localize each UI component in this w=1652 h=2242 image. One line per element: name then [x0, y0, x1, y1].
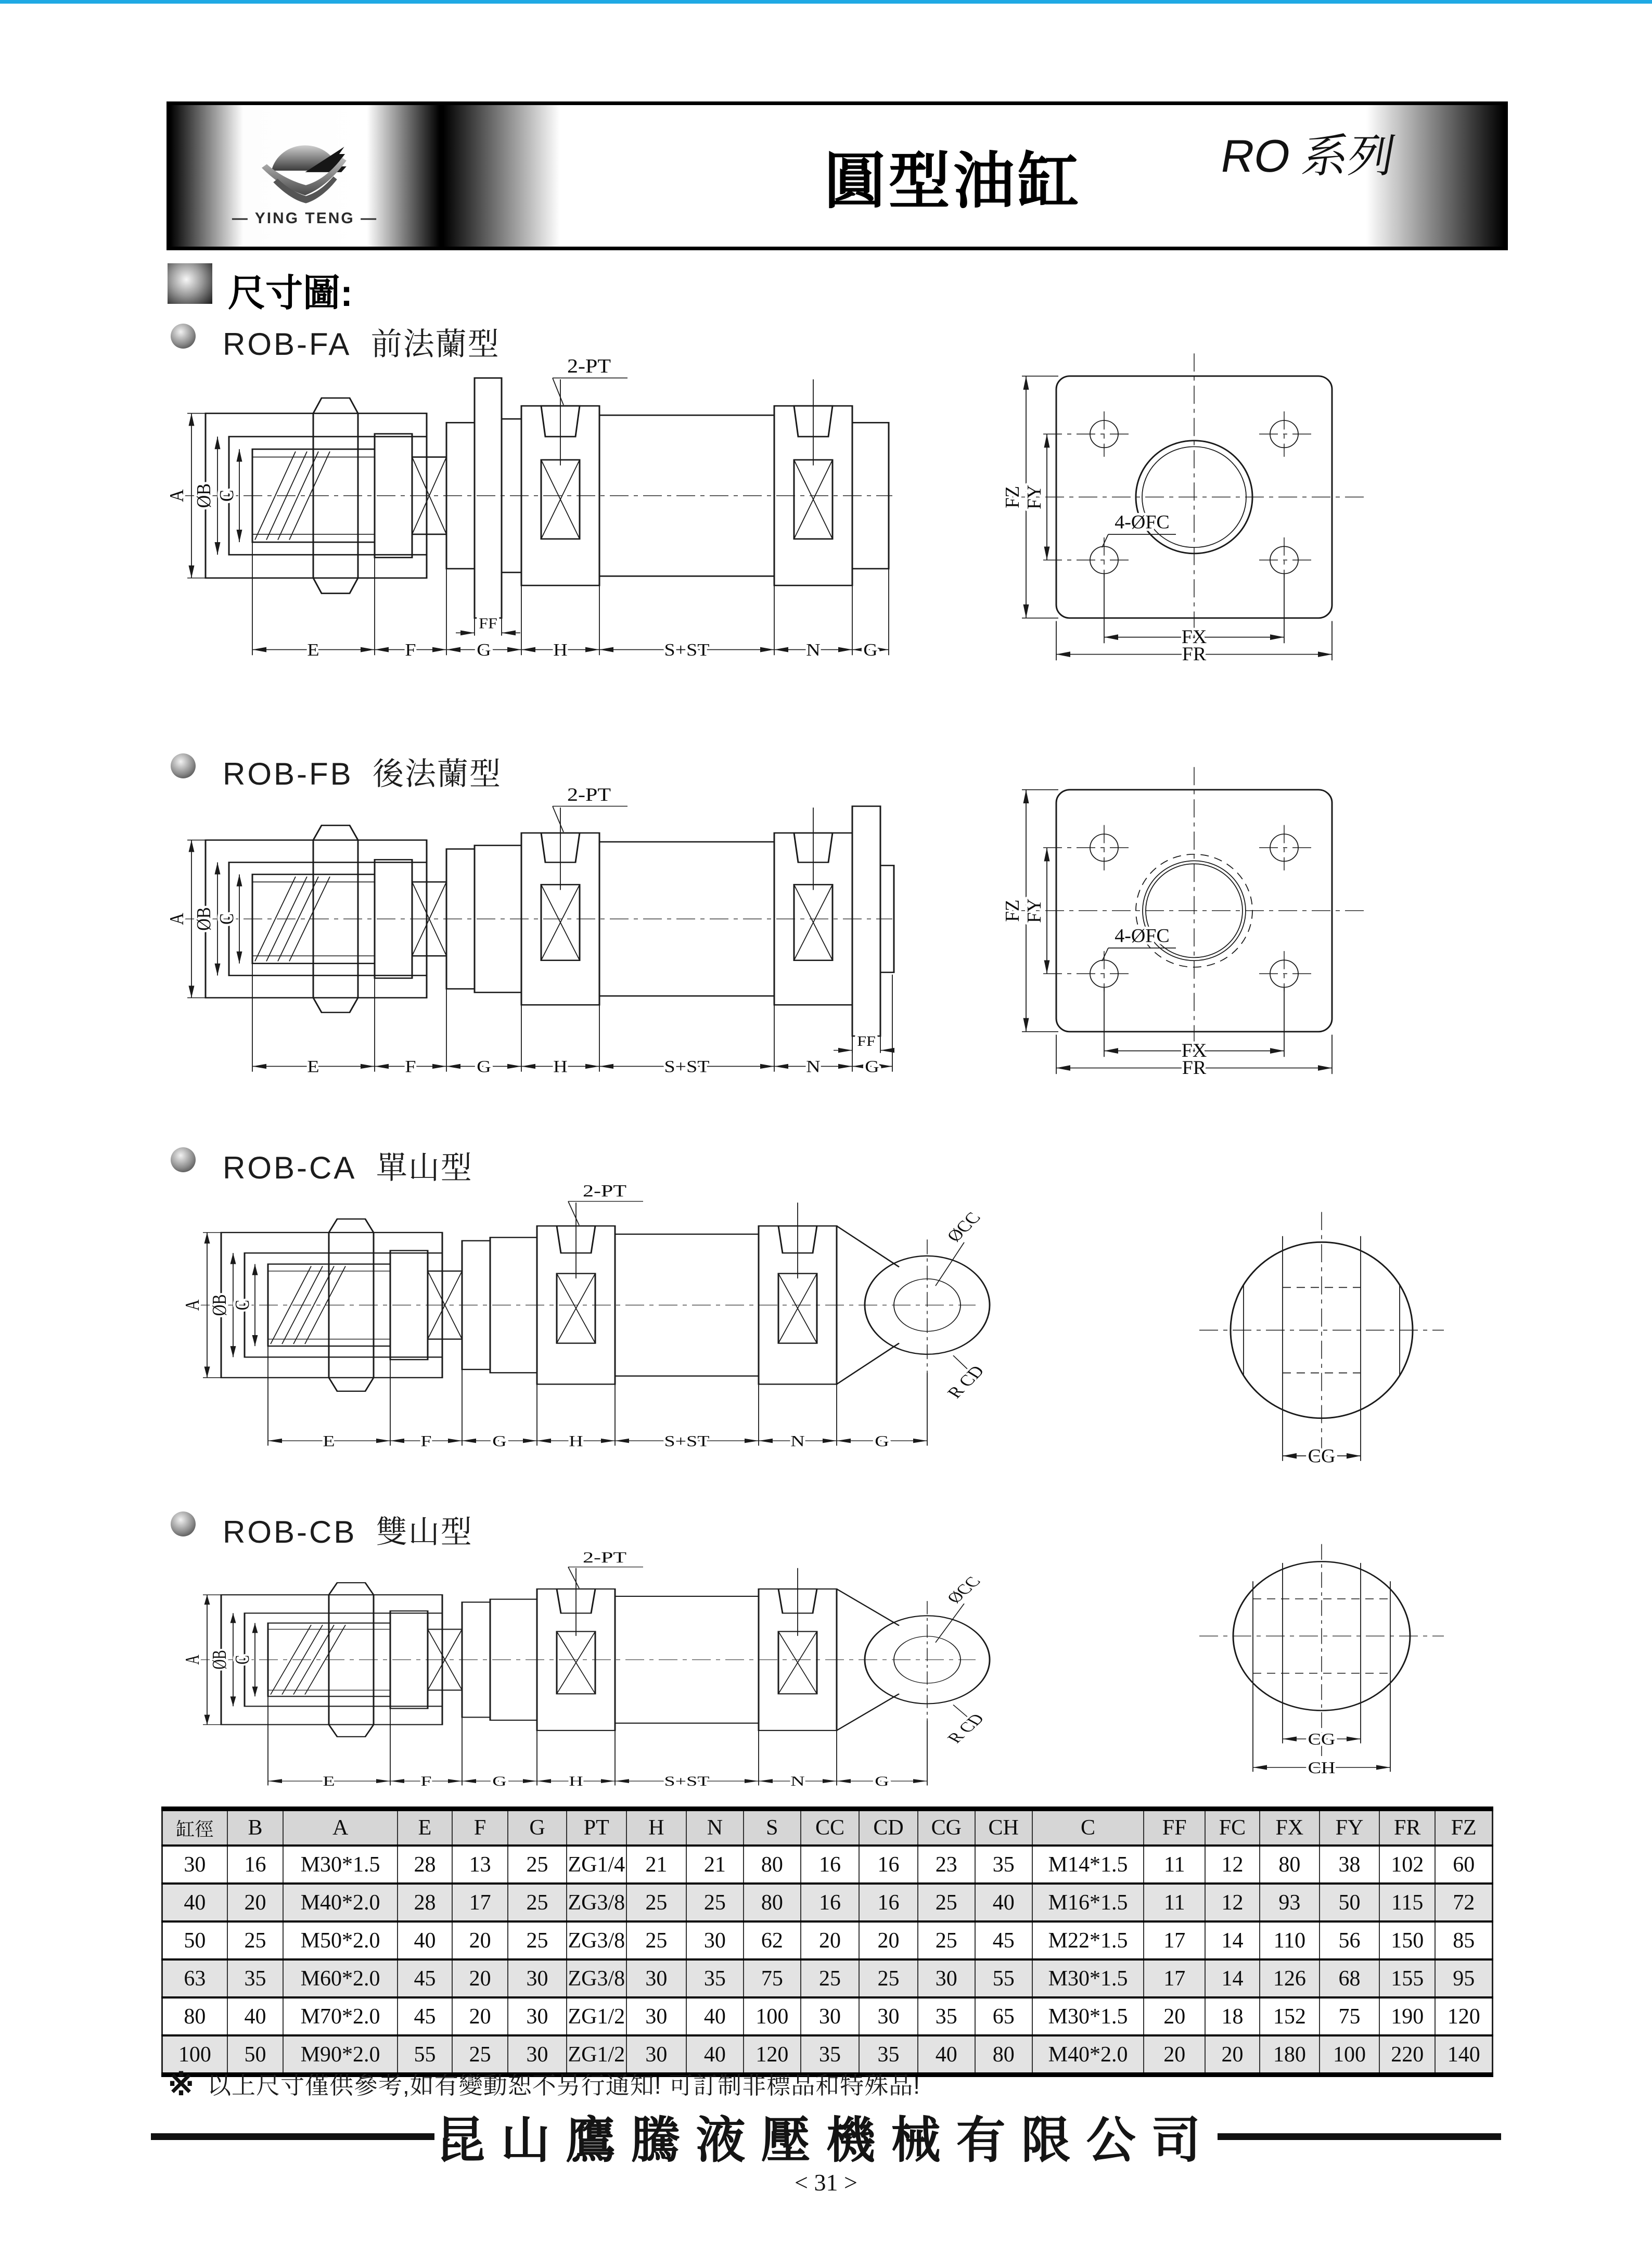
cell-40-H: 25	[626, 1884, 686, 1921]
col-header-2: A	[283, 1809, 398, 1846]
cell-100-FR: 220	[1379, 2035, 1435, 2075]
cell-30-FZ: 60	[1435, 1846, 1492, 1884]
cell-30-FY: 38	[1320, 1846, 1379, 1884]
dim-g: G	[477, 1057, 491, 1076]
table-row-80	[162, 1997, 1493, 2035]
cylinder-outline	[221, 1568, 990, 1737]
cell-40-缸徑: 40	[162, 1884, 227, 1921]
end-centerlines	[1199, 1212, 1444, 1453]
cell-63-S: 75	[744, 1959, 801, 1997]
dim-c: C	[215, 490, 238, 502]
page-title: 圓型油缸	[824, 147, 1082, 216]
title-panel	[443, 105, 1504, 247]
dim-fx: FX	[1181, 626, 1207, 648]
dim-sst: S+ST	[664, 1057, 710, 1076]
cell-80-S: 100	[744, 1997, 801, 2035]
cell-30-FR: 102	[1379, 1846, 1435, 1884]
cell-40-FX: 93	[1260, 1884, 1320, 1921]
cell-40-FY: 50	[1320, 1884, 1379, 1921]
cell-63-CD: 25	[859, 1959, 918, 1997]
dimension-lines	[187, 378, 889, 655]
col-header-1: B	[227, 1809, 283, 1846]
cell-30-F: 13	[452, 1846, 508, 1884]
drawing-rob-ca-end	[1192, 1202, 1452, 1504]
dim-ob: ØB	[209, 1650, 231, 1670]
cell-50-缸徑: 50	[162, 1921, 227, 1959]
dim-fz: FZ	[1002, 899, 1024, 922]
dim-f: F	[405, 1057, 416, 1076]
dim-fr: FR	[1182, 644, 1207, 665]
table-head	[162, 1809, 1493, 1846]
table-body	[162, 1846, 1493, 2075]
cell-80-FZ: 120	[1435, 1997, 1492, 2035]
cell-100-FF: 20	[1144, 2035, 1205, 2075]
cell-63-E: 45	[398, 1959, 452, 1997]
series-label: RO 系列	[1216, 130, 1399, 182]
table-row-63	[162, 1959, 1493, 1997]
cell-30-A: M30*1.5	[283, 1846, 398, 1884]
cell-40-CH: 40	[975, 1884, 1032, 1921]
dim-g2: G	[865, 1057, 879, 1076]
drawing-title-rob-fa: ROB-FA 前法蘭型	[223, 327, 500, 362]
top-accent-strip	[0, 0, 1652, 4]
dim-ob: ØB	[193, 483, 215, 508]
footnote	[168, 2065, 920, 2103]
dim-e: E	[307, 640, 319, 660]
dim-g: G	[492, 1432, 507, 1450]
cell-80-G: 30	[508, 1997, 567, 2035]
port-label: 2-PT	[567, 784, 611, 805]
col-header-12: CG	[918, 1809, 975, 1846]
col-header-3: E	[398, 1809, 452, 1846]
cell-80-F: 20	[452, 1997, 508, 2035]
cell-30-S: 80	[744, 1846, 801, 1884]
cell-80-H: 30	[626, 1997, 686, 2035]
cell-100-N: 40	[686, 2035, 744, 2075]
drawing-rob-fb-side	[156, 783, 895, 1077]
dim-rcd: R CD	[943, 1711, 989, 1746]
dim-a: A	[182, 1299, 203, 1311]
cell-80-FR: 190	[1379, 1997, 1435, 2035]
cell-63-PT: ZG3/8	[567, 1959, 626, 1997]
cell-50-F: 20	[452, 1921, 508, 1959]
footnote-text: 以上尺寸僅供參考,如有變動恕不另行通知! 可訂制非標品和特殊品!	[207, 2071, 921, 2099]
cell-50-FY: 56	[1320, 1921, 1379, 1959]
dim-fy: FY	[1023, 484, 1046, 509]
cell-100-A: M90*2.0	[283, 2035, 398, 2075]
dim-h: H	[569, 1774, 583, 1789]
drawing-rob-cb-end	[1192, 1538, 1452, 1800]
drawing-title-rob-cb: ROB-CB 雙山型	[223, 1515, 473, 1549]
cell-63-G: 30	[508, 1959, 567, 1997]
bullet-icon	[171, 1511, 196, 1536]
logo-text: — YING TENG —	[232, 210, 378, 227]
col-header-9: S	[744, 1809, 801, 1846]
dim-n: N	[806, 640, 821, 660]
dim-sst: S+ST	[664, 1432, 710, 1450]
col-header-8: N	[686, 1809, 744, 1846]
cell-100-FZ: 140	[1435, 2035, 1492, 2075]
cell-100-CD: 35	[859, 2035, 918, 2075]
dim-sst: S+ST	[664, 1774, 710, 1789]
cell-80-FY: 75	[1320, 1997, 1379, 2035]
dimension-table-wrap	[161, 1807, 1493, 2077]
col-header-20: FZ	[1435, 1809, 1492, 1846]
cell-40-PT: ZG3/8	[567, 1884, 626, 1921]
table-row-30	[162, 1846, 1493, 1884]
cell-50-H: 25	[626, 1921, 686, 1959]
section-label: 尺寸圖:	[228, 273, 353, 314]
dim-g: G	[492, 1774, 507, 1789]
cell-40-B: 20	[227, 1884, 283, 1921]
cell-40-S: 80	[744, 1884, 801, 1921]
cell-50-B: 25	[227, 1921, 283, 1959]
cell-50-FX: 110	[1260, 1921, 1320, 1959]
dim-ff: FF	[857, 1033, 876, 1049]
page-number: < 31 >	[795, 2169, 857, 2196]
cell-30-缸徑: 30	[162, 1846, 227, 1884]
dim-cc: ØCC	[943, 1209, 985, 1245]
dim-a: A	[165, 913, 188, 925]
col-header-17: FX	[1260, 1809, 1320, 1846]
flange-centerlines	[1012, 353, 1368, 651]
cell-50-CD: 20	[859, 1921, 918, 1959]
cell-80-CD: 30	[859, 1997, 918, 2035]
cell-80-CC: 30	[801, 1997, 860, 2035]
drawing-rob-cb-side	[172, 1548, 989, 1790]
col-header-4: F	[452, 1809, 508, 1846]
cell-30-E: 28	[398, 1846, 452, 1884]
port-label: 2-PT	[567, 355, 611, 377]
dim-fx: FX	[1181, 1040, 1207, 1062]
cell-80-CH: 65	[975, 1997, 1032, 2035]
col-header-7: H	[626, 1809, 686, 1846]
cell-50-CG: 25	[918, 1921, 975, 1959]
section-icon	[168, 263, 212, 304]
end-centerlines	[1199, 1544, 1444, 1757]
footnote-mark: ※	[168, 2066, 195, 2102]
cell-40-N: 25	[686, 1884, 744, 1921]
cell-80-A: M70*2.0	[283, 1997, 398, 2035]
dimension-lines	[203, 1201, 968, 1446]
cell-63-B: 35	[227, 1959, 283, 1997]
cell-50-CH: 45	[975, 1921, 1032, 1959]
col-header-15: FF	[1144, 1809, 1205, 1846]
dim-g2: G	[875, 1774, 889, 1789]
cell-30-CC: 16	[801, 1846, 860, 1884]
cell-30-FC: 12	[1205, 1846, 1260, 1884]
cell-80-PT: ZG1/2	[567, 1997, 626, 2035]
dim-rcd: R CD	[943, 1363, 989, 1402]
cylinder-outline	[221, 1202, 990, 1391]
dim-n: N	[790, 1432, 805, 1450]
cell-50-FR: 150	[1379, 1921, 1435, 1959]
holes-label: 4-ØFC	[1115, 511, 1170, 533]
dim-a: A	[165, 489, 188, 502]
port-label: 2-PT	[583, 1549, 626, 1566]
dim-ob: ØB	[209, 1294, 230, 1316]
dim-ff: FF	[479, 614, 497, 632]
cell-30-B: 16	[227, 1846, 283, 1884]
cell-63-CC: 25	[801, 1959, 860, 1997]
dim-g2: G	[875, 1432, 889, 1450]
cell-100-FX: 180	[1260, 2035, 1320, 2075]
cell-63-N: 35	[686, 1959, 744, 1997]
cell-80-缸徑: 80	[162, 1997, 227, 2035]
dim-ch: CH	[1308, 1758, 1336, 1777]
cell-63-缸徑: 63	[162, 1959, 227, 1997]
cell-30-N: 21	[686, 1846, 744, 1884]
table-row-50	[162, 1921, 1493, 1959]
header	[167, 101, 1508, 250]
cell-40-G: 25	[508, 1884, 567, 1921]
cell-50-N: 30	[686, 1921, 744, 1959]
company-name: 昆山鷹騰液壓機械有限公司	[436, 2113, 1216, 2168]
cell-100-CG: 40	[918, 2035, 975, 2075]
cell-30-PT: ZG1/4	[567, 1846, 626, 1884]
dim-h: H	[569, 1432, 583, 1450]
cell-100-CH: 80	[975, 2035, 1032, 2075]
col-header-10: CC	[801, 1809, 860, 1846]
cell-63-C: M30*1.5	[1032, 1959, 1144, 1997]
cell-63-H: 30	[626, 1959, 686, 1997]
cylinder-outline	[206, 806, 894, 1036]
cell-100-缸徑: 100	[162, 2035, 227, 2075]
cell-30-CH: 35	[975, 1846, 1032, 1884]
table-header-row	[162, 1809, 1493, 1846]
cell-50-G: 25	[508, 1921, 567, 1959]
cell-100-H: 30	[626, 2035, 686, 2075]
cell-63-FR: 155	[1379, 1959, 1435, 1997]
dim-f: F	[420, 1432, 432, 1450]
flange-centerlines	[1012, 767, 1368, 1065]
drawing-rob-fb-flange	[968, 754, 1384, 1077]
cell-50-S: 62	[744, 1921, 801, 1959]
dim-cc: ØCC	[943, 1574, 985, 1606]
cell-40-E: 28	[398, 1884, 452, 1921]
cell-40-F: 17	[452, 1884, 508, 1921]
dim-ob: ØB	[192, 907, 215, 931]
cell-40-FZ: 72	[1435, 1884, 1492, 1921]
cell-40-A: M40*2.0	[283, 1884, 398, 1921]
dim-cg: CG	[1308, 1729, 1336, 1749]
dim-n: N	[790, 1774, 805, 1789]
holes-label: 4-ØFC	[1115, 925, 1170, 947]
dim-f: F	[405, 640, 416, 660]
dim-h: H	[553, 1057, 568, 1076]
col-header-6: PT	[567, 1809, 626, 1846]
cell-100-FC: 20	[1205, 2035, 1260, 2075]
cell-80-FC: 18	[1205, 1997, 1260, 2035]
dim-g: G	[477, 640, 491, 660]
cell-80-N: 40	[686, 1997, 744, 2035]
dim-fz: FZ	[1002, 485, 1024, 508]
cell-63-FZ: 95	[1435, 1959, 1492, 1997]
dim-fy: FY	[1023, 898, 1046, 923]
cell-50-FC: 14	[1205, 1921, 1260, 1959]
cell-30-H: 21	[626, 1846, 686, 1884]
cell-50-PT: ZG3/8	[567, 1921, 626, 1959]
dim-c: C	[215, 913, 238, 925]
cell-80-FX: 152	[1260, 1997, 1320, 2035]
cell-50-FF: 17	[1144, 1921, 1205, 1959]
cell-30-C: M14*1.5	[1032, 1846, 1144, 1884]
cell-100-C: M40*2.0	[1032, 2035, 1144, 2075]
table-row-40	[162, 1884, 1493, 1921]
cylinder-outline	[206, 378, 889, 618]
dim-h: H	[553, 640, 568, 660]
cell-63-CH: 55	[975, 1959, 1032, 1997]
cell-80-C: M30*1.5	[1032, 1997, 1144, 2035]
cell-63-FY: 68	[1320, 1959, 1379, 1997]
dim-e: E	[323, 1432, 335, 1450]
cell-63-FC: 14	[1205, 1959, 1260, 1997]
bullet-icon	[171, 324, 196, 349]
dim-cg: CG	[1308, 1446, 1336, 1467]
cell-80-B: 40	[227, 1997, 283, 2035]
cell-30-FF: 11	[1144, 1846, 1205, 1884]
dim-n: N	[806, 1057, 821, 1076]
cell-30-FX: 80	[1260, 1846, 1320, 1884]
col-header-18: FY	[1320, 1809, 1379, 1846]
cell-100-B: 50	[227, 2035, 283, 2075]
drawing-title-rob-fb: ROB-FB 後法蘭型	[223, 757, 502, 791]
cell-100-PT: ZG1/2	[567, 2035, 626, 2075]
cell-40-CD: 16	[859, 1884, 918, 1921]
dim-a: A	[182, 1655, 204, 1665]
cell-40-FF: 11	[1144, 1884, 1205, 1921]
drawing-title-rob-ca: ROB-CA 單山型	[223, 1150, 473, 1185]
cell-100-F: 25	[452, 2035, 508, 2075]
cell-80-E: 45	[398, 1997, 452, 2035]
cell-50-A: M50*2.0	[283, 1921, 398, 1959]
cell-40-CC: 16	[801, 1884, 860, 1921]
col-header-16: FC	[1205, 1809, 1260, 1846]
cell-100-FY: 100	[1320, 2035, 1379, 2075]
dimension-lines	[203, 1567, 968, 1786]
col-header-19: FR	[1379, 1809, 1435, 1846]
col-header-5: G	[508, 1809, 567, 1846]
cell-40-CG: 25	[918, 1884, 975, 1921]
cell-80-CG: 35	[918, 1997, 975, 2035]
cell-63-A: M60*2.0	[283, 1959, 398, 1997]
dim-g2: G	[863, 640, 878, 660]
cell-100-CC: 35	[801, 2035, 860, 2075]
bullet-icon	[171, 1147, 196, 1172]
cell-63-F: 20	[452, 1959, 508, 1997]
col-header-0: 缸徑	[162, 1809, 227, 1846]
logo-panel	[170, 105, 443, 247]
cell-63-FF: 17	[1144, 1959, 1205, 1997]
dim-c: C	[232, 1655, 254, 1664]
cell-63-CG: 30	[918, 1959, 975, 1997]
dim-fr: FR	[1182, 1057, 1207, 1079]
drawing-rob-ca-side	[172, 1180, 989, 1451]
drawing-rob-fa-flange	[968, 341, 1384, 663]
dim-f: F	[420, 1774, 432, 1789]
dim-sst: S+ST	[664, 640, 710, 660]
port-label: 2-PT	[583, 1181, 626, 1201]
cell-30-G: 25	[508, 1846, 567, 1884]
col-header-11: CD	[859, 1809, 918, 1846]
drawing-rob-fa-side	[156, 354, 895, 661]
cell-100-E: 55	[398, 2035, 452, 2075]
cell-50-FZ: 85	[1435, 1921, 1492, 1959]
col-header-14: C	[1032, 1809, 1144, 1846]
dim-c: C	[232, 1300, 253, 1311]
cell-63-FX: 126	[1260, 1959, 1320, 1997]
cell-50-CC: 20	[801, 1921, 860, 1959]
yingteng-logo-icon	[249, 124, 361, 208]
bullet-icon	[171, 753, 196, 778]
cell-30-CD: 16	[859, 1846, 918, 1884]
cell-80-FF: 20	[1144, 1997, 1205, 2035]
dim-e: E	[323, 1774, 335, 1789]
cell-30-CG: 23	[918, 1846, 975, 1884]
cell-100-S: 120	[744, 2035, 801, 2075]
dim-e: E	[307, 1057, 319, 1076]
cell-100-G: 30	[508, 2035, 567, 2075]
cell-40-C: M16*1.5	[1032, 1884, 1144, 1921]
cell-50-E: 40	[398, 1921, 452, 1959]
dimension-table	[161, 1807, 1493, 2077]
cell-50-C: M22*1.5	[1032, 1921, 1144, 1959]
cell-40-FR: 115	[1379, 1884, 1435, 1921]
cell-40-FC: 12	[1205, 1884, 1260, 1921]
col-header-13: CH	[975, 1809, 1032, 1846]
